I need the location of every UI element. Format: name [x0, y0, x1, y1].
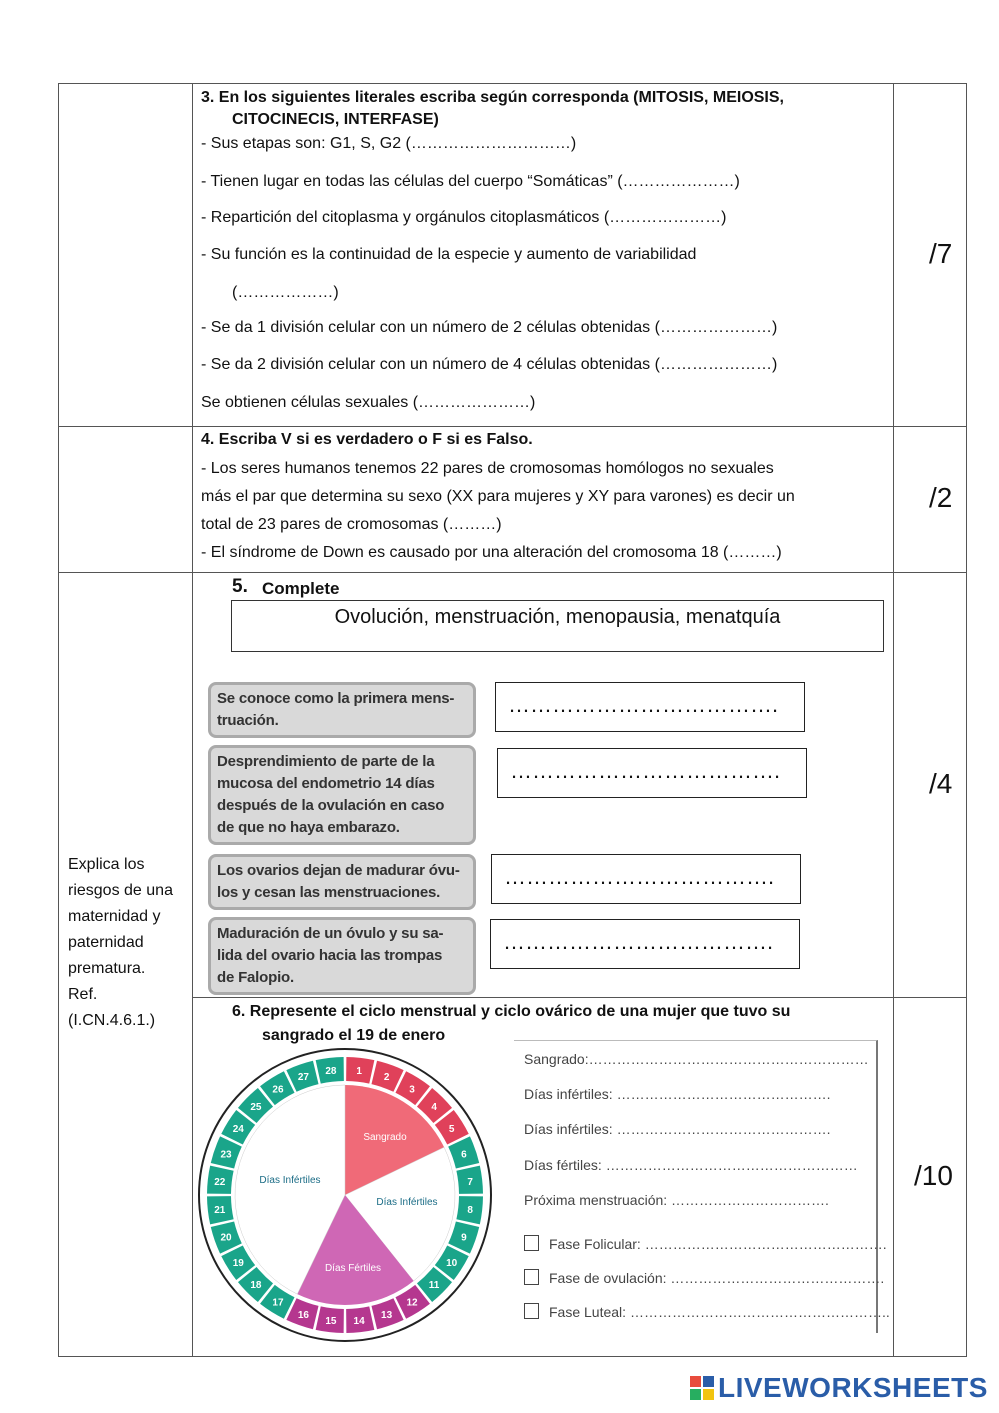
- q3-item-6: - Se da 2 división celular con un número de 4 células obtenidas (…………………): [201, 356, 778, 373]
- side-note-line-7: (I.CN.4.6.1.): [68, 1012, 156, 1029]
- table-border-top: [58, 83, 967, 84]
- q4-score: /2: [929, 482, 953, 513]
- clue-2: Desprendimiento de parte de la mucosa del endometrio 14 días después de la ovulación en caso de que no haya embarazo.: [208, 745, 476, 845]
- day-number-25: 25: [250, 1101, 262, 1113]
- day-number-4: 4: [431, 1101, 437, 1113]
- day-number-3: 3: [409, 1084, 415, 1096]
- day-number-6: 6: [461, 1149, 467, 1161]
- q3-item-3: - Repartición del citoplasma y orgánulos citoplasmáticos (…………………): [201, 209, 727, 226]
- day-number-2: 2: [383, 1072, 390, 1084]
- day-number-20: 20: [220, 1232, 232, 1244]
- day-number-18: 18: [250, 1280, 262, 1292]
- phase-follicular-label: Fase Folicular: …………………………………………….: [549, 1236, 887, 1252]
- clue-1: Se conoce como la primera mens- truación.: [208, 682, 476, 738]
- q3-item-4: - Su función es la continuidad de la especie y aumento de variabilidad: [201, 246, 697, 263]
- q5-number: 5.: [232, 576, 248, 597]
- phase-follicular[interactable]: [524, 1235, 887, 1252]
- q6-score: /10: [914, 1160, 953, 1191]
- q4-statement-1a: - Los seres humanos tenemos 22 pares de cromosomas homólogos no sexuales: [201, 460, 774, 477]
- table-border-bottom: [58, 1356, 967, 1357]
- day-number-12: 12: [406, 1297, 418, 1309]
- side-note-line-3: maternidad y: [68, 908, 161, 925]
- day-number-26: 26: [272, 1084, 284, 1096]
- answer-box-2[interactable]: ……………………………….: [497, 748, 807, 798]
- day-number-8: 8: [467, 1205, 473, 1217]
- answer-box-3[interactable]: ……………………………….: [491, 854, 801, 904]
- brand-text: LIVEWORKSHEETS: [718, 1372, 988, 1403]
- day-number-1: 1: [356, 1065, 362, 1077]
- q4-title: 4. Escriba V si es verdadero o F si es Falso.: [201, 431, 533, 448]
- word-bank-text: Ovolución, menstruación, menopausia, menatquía: [334, 606, 781, 628]
- label-infertile-2: Días Infértiles: [259, 1175, 321, 1186]
- field-infertile-2[interactable]: Días infértiles: ……………………………………….: [524, 1121, 831, 1137]
- day-number-28: 28: [325, 1065, 337, 1077]
- row-divider-q6: [192, 997, 967, 998]
- clue-4: Maduración de un óvulo y su sa- lida del ovario hacia las trompas de Falopio.: [208, 917, 476, 995]
- q5-title: Complete: [262, 579, 340, 598]
- checkbox-luteal[interactable]: [524, 1303, 539, 1319]
- label-infertile-1: Días Infértiles: [376, 1197, 438, 1208]
- label-bleeding: Sangrado: [363, 1132, 407, 1143]
- q4-statement-1b: más el par que determina su sexo (XX para mujeres y XY para varones) es decir un: [201, 488, 795, 505]
- table-border-right: [966, 83, 967, 1357]
- answer-box-1[interactable]: ……………………………….: [495, 682, 805, 732]
- day-number-13: 13: [381, 1309, 393, 1321]
- liveworksheets-logo-icon: [690, 1376, 714, 1400]
- checkbox-follicular[interactable]: [524, 1235, 539, 1251]
- liveworksheets-logo: [690, 1372, 988, 1404]
- day-number-15: 15: [325, 1316, 337, 1328]
- day-number-17: 17: [272, 1297, 284, 1309]
- q4-statement-1c: total de 23 pares de cromosomas (………): [201, 516, 502, 533]
- table-border-left: [58, 83, 59, 1357]
- field-bleeding[interactable]: Sangrado:……………………………………………………: [524, 1051, 869, 1067]
- field-fertile[interactable]: Días fértiles: ………………………………………………: [524, 1157, 858, 1173]
- side-note-line-4: paternidad: [68, 934, 144, 951]
- checkbox-ovulation[interactable]: [524, 1269, 539, 1285]
- q6-title-line2: sangrado el 19 de enero: [262, 1027, 446, 1044]
- q3-item-7: Se obtienen células sexuales (…………………): [201, 394, 536, 411]
- clue-3: Los ovarios dejan de madurar óvu- los y cesan las menstruaciones.: [208, 854, 476, 910]
- day-number-14: 14: [353, 1316, 365, 1328]
- side-note-line-1: Explica los: [68, 856, 145, 873]
- q3-score: /7: [929, 238, 953, 269]
- side-note-line-5: prematura.: [68, 960, 146, 977]
- cycle-wheel: [195, 1045, 495, 1345]
- day-number-11: 11: [428, 1280, 440, 1292]
- day-number-27: 27: [297, 1072, 309, 1084]
- day-number-5: 5: [448, 1123, 455, 1135]
- q3-item-1: - Sus etapas son: G1, S, G2 (…………………………): [201, 135, 577, 152]
- day-number-9: 9: [461, 1232, 467, 1244]
- day-number-19: 19: [232, 1258, 244, 1270]
- row-divider-q4: [58, 426, 967, 427]
- day-number-16: 16: [297, 1309, 309, 1321]
- side-note-line-2: riesgos de una: [68, 882, 173, 899]
- side-note: [68, 852, 173, 1034]
- label-fertile: Días Fértiles: [324, 1263, 382, 1274]
- day-number-7: 7: [467, 1176, 473, 1188]
- q3-title-line2: CITOCINECIS, INTERFASE): [232, 111, 439, 128]
- field-infertile-1[interactable]: Días infértiles: ……………………………………….: [524, 1086, 831, 1102]
- row-divider-q5: [58, 572, 967, 573]
- phase-luteal[interactable]: [524, 1303, 890, 1320]
- field-next-period[interactable]: Próxima menstruación: …………………………….: [524, 1192, 829, 1208]
- q5-score: /4: [929, 768, 953, 799]
- day-number-22: 22: [214, 1176, 226, 1188]
- word-bank-box: [231, 600, 884, 652]
- q3-title-line1: 3. En los siguientes literales escriba según corresponda (MITOSIS, MEIOSIS,: [201, 89, 784, 106]
- phase-luteal-label: Fase Luteal: ………………………………………………..: [549, 1304, 890, 1320]
- phase-ovulation[interactable]: [524, 1269, 884, 1286]
- q6-title-line1: 6. Represente el ciclo menstrual y ciclo ovárico de una mujer que tuvo su: [232, 1003, 791, 1020]
- day-number-10: 10: [446, 1258, 458, 1270]
- day-number-24: 24: [232, 1123, 244, 1135]
- day-number-21: 21: [214, 1205, 226, 1217]
- table-divider-1: [192, 83, 193, 1357]
- q4-statement-2: - El síndrome de Down es causado por una alteración del cromosoma 18 (………): [201, 544, 782, 561]
- table-divider-2: [893, 83, 894, 1357]
- cycle-fields-panel: [514, 1040, 890, 1333]
- day-number-23: 23: [220, 1149, 232, 1161]
- q3-item-2: - Tienen lugar en todas las células del cuerpo “Somáticas” (…………………): [201, 173, 740, 190]
- answer-box-4[interactable]: ……………………………….: [490, 919, 800, 969]
- side-note-line-6: Ref.: [68, 986, 98, 1003]
- phase-ovulation-label: Fase de ovulación: ……………………………………….: [549, 1270, 885, 1286]
- q3-item-5: - Se da 1 división celular con un número de 2 células obtenidas (…………………): [201, 319, 778, 336]
- q3-item-4-blank: (………………): [232, 284, 339, 301]
